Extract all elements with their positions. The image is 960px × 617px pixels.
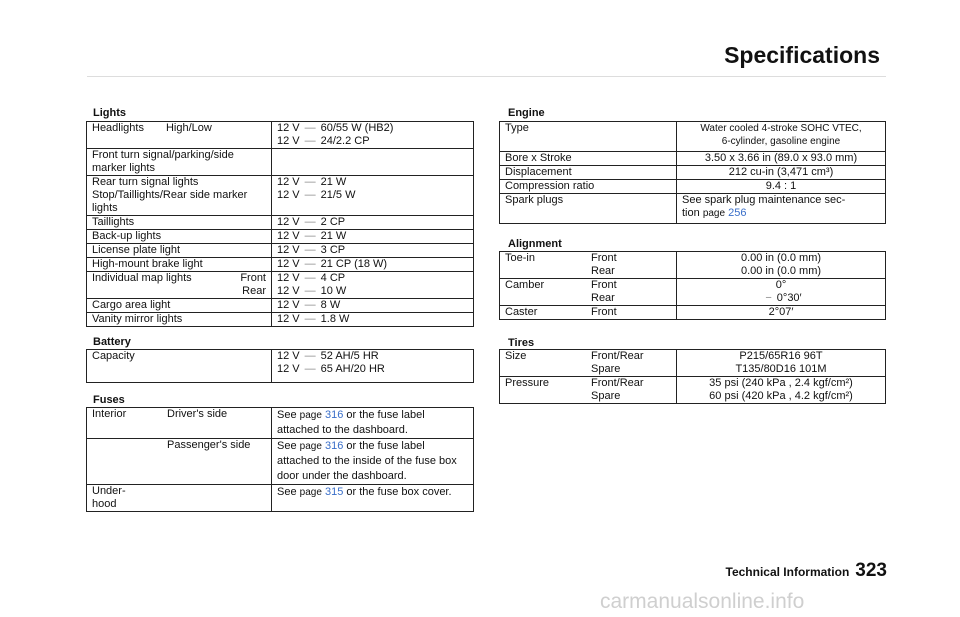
camber-front-label: Front	[591, 279, 617, 291]
light-value: 12 V — 4 CP 12 V — 10 W	[272, 272, 474, 299]
light-name: Front turn signal/parking/side marker lights	[87, 149, 272, 176]
spark-tion: tion	[682, 207, 700, 219]
light-name: Cargo area light	[87, 299, 272, 313]
camber-rear-value: 0°30′	[776, 292, 802, 304]
engine-type-value-2: 6-cylinder, gasoline engine	[721, 136, 841, 147]
lights-row	[87, 216, 474, 230]
lights-table	[86, 121, 474, 327]
lights-heading: Lights	[93, 107, 126, 119]
engine-heading: Engine	[508, 107, 545, 119]
camber-front-value: 0°	[775, 279, 787, 291]
engine-type-label: Type	[500, 122, 677, 152]
light-value: 12 V — 21 W	[272, 230, 474, 244]
lights-row	[87, 230, 474, 244]
fuse-page-link[interactable]: 316	[324, 409, 344, 421]
page-title: Specifications	[724, 42, 880, 68]
pressure-label: Pressure	[505, 377, 550, 389]
fuses-row	[87, 408, 474, 439]
tires-table	[499, 349, 886, 404]
size-spare-value: T135/80D16 101M	[735, 363, 827, 375]
bore-label: Bore x Stroke	[500, 152, 677, 166]
lights-row	[87, 299, 474, 313]
alignment-heading: Alignment	[508, 238, 562, 250]
lights-row	[87, 313, 474, 327]
fuse-reference: See page 316 or the fuse label attached to the inside of the fuse box door under the dashboard.	[272, 439, 474, 485]
spark-page-word: page	[702, 208, 726, 219]
size-front-rear-label: Front/Rear	[591, 350, 644, 362]
light-value: 12 V — 1.8 W	[272, 313, 474, 327]
compression-value: 9.4 : 1	[677, 180, 886, 194]
toe-front-label: Front	[591, 252, 617, 264]
lights-row	[87, 122, 474, 149]
light-name: Taillights	[87, 216, 272, 230]
light-value: 12 V — 21 W 12 V — 21/5 W	[272, 176, 474, 216]
pressure-front-rear-value: 35 psi (240 kPa , 2.4 kgf/cm²)	[709, 377, 853, 389]
light-value: 12 V — 3 CP	[272, 244, 474, 258]
watermark: carmanualsonline.info	[600, 590, 805, 613]
lights-row	[87, 272, 474, 299]
battery-heading: Battery	[93, 336, 131, 348]
pressure-spare-label: Spare	[591, 390, 621, 402]
page-number: 323	[855, 560, 887, 581]
tires-heading: Tires	[508, 337, 535, 349]
fuse-location: Interior Driver's side	[87, 408, 272, 439]
compression-label: Compression ratio	[500, 180, 677, 194]
light-value: 12 V — 2 CP	[272, 216, 474, 230]
fuse-location: Passenger's side	[87, 439, 272, 485]
light-name: Vanity mirror lights	[87, 313, 272, 327]
spark-page-link[interactable]: 256	[728, 207, 747, 219]
toe-rear-label: Rear	[591, 265, 615, 277]
light-name: Back-up lights	[87, 230, 272, 244]
fuses-row	[87, 485, 474, 512]
alignment-table: Toe-in Front Rear 0.00 in (0.0 mm) 0.00 in (0.0 mm) Camber Front Rear 0° − 0°30′ Caster Front 2°07′	[499, 251, 886, 320]
footer-label: Technical Information	[725, 565, 850, 579]
fuse-reference: See page 315 or the fuse box cover.	[272, 485, 474, 512]
fuses-table	[86, 407, 474, 512]
fuse-reference: See page 316 or the fuse label attached to the dashboard.	[272, 408, 474, 439]
page-footer	[726, 560, 888, 582]
header-divider	[87, 76, 886, 77]
fuses-row	[87, 439, 474, 485]
camber-rear-label: Rear	[591, 292, 615, 304]
pressure-spare-value: 60 psi (420 kPa , 4.2 kgf/cm²)	[709, 390, 853, 402]
spark-plugs-label: Spark plugs	[500, 194, 677, 224]
engine-table	[499, 121, 886, 224]
toe-rear-value: 0.00 in (0.0 mm)	[740, 265, 822, 277]
lights-row	[87, 176, 474, 216]
pressure-front-rear-label: Front/Rear	[591, 377, 644, 389]
camber-label: Camber	[505, 279, 545, 291]
battery-table	[86, 349, 474, 383]
lights-row	[87, 244, 474, 258]
size-spare-label: Spare	[591, 363, 621, 375]
light-name: Individual map lights Front Rear	[87, 272, 272, 299]
fuse-page-link[interactable]: 316	[324, 440, 344, 452]
light-name: High-mount brake light	[87, 258, 272, 272]
fuse-page-link[interactable]: 315	[324, 486, 344, 498]
toe-label: Toe-in	[505, 252, 535, 264]
displacement-label: Displacement	[500, 166, 677, 180]
battery-value-1: 12 V — 52 AH/5 HR	[277, 350, 379, 362]
battery-capacity-label: Capacity	[87, 350, 272, 383]
battery-value-2: 12 V — 65 AH/20 HR	[277, 363, 385, 375]
light-name: Headlights High/Low	[87, 122, 272, 149]
fuses-heading: Fuses	[93, 394, 125, 406]
light-value: 12 V — 60/55 W (HB2) 12 V — 24/2.2 CP	[272, 122, 474, 149]
lights-row	[87, 258, 474, 272]
caster-front-value: 2°07′	[677, 306, 886, 320]
light-name: Rear turn signal lights Stop/Taillights/Rear side marker lights	[87, 176, 272, 216]
light-value	[272, 149, 474, 176]
caster-front-label: Front	[591, 306, 617, 318]
displacement-value: 212 cu-in (3,471 cm³)	[677, 166, 886, 180]
spark-plugs-value: See spark plug maintenance sec-	[682, 194, 846, 206]
bore-value: 3.50 x 3.66 in (89.0 x 93.0 mm)	[677, 152, 886, 166]
lights-row	[87, 149, 474, 176]
light-name: License plate light	[87, 244, 272, 258]
toe-front-value: 0.00 in (0.0 mm)	[740, 252, 822, 264]
size-label: Size	[505, 350, 527, 362]
caster-label: Caster	[505, 306, 538, 318]
fuse-location: Under-hood	[87, 485, 272, 512]
light-value: 12 V — 8 W	[272, 299, 474, 313]
engine-type-value-1: Water cooled 4-stroke SOHC VTEC,	[700, 123, 862, 134]
light-value: 12 V — 21 CP (18 W)	[272, 258, 474, 272]
size-front-rear-value: P215/65R16 96T	[739, 350, 823, 362]
